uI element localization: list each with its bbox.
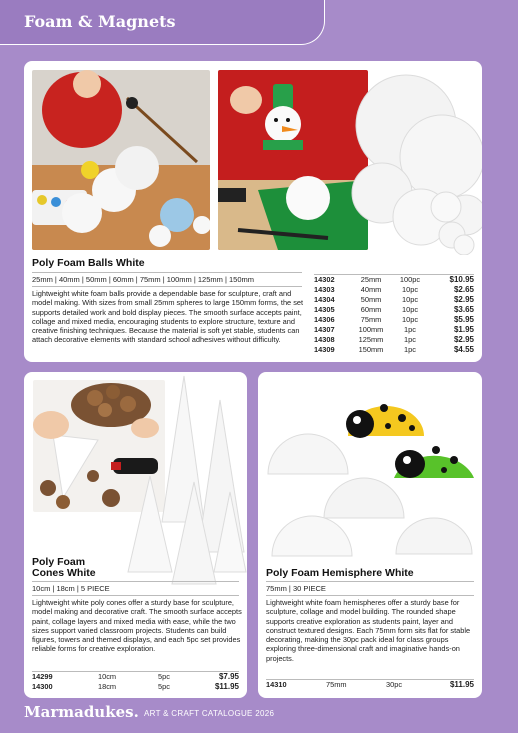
product-name-line1: Poly Foam xyxy=(32,556,86,568)
product-name: Poly Foam Hemisphere White xyxy=(266,567,414,579)
photo-child-painting-balls xyxy=(32,70,210,250)
product-card-foam-hemispheres xyxy=(258,372,482,698)
table-row: 14299 10cm 5pc $7.95 xyxy=(32,672,239,682)
photo-foam-cones xyxy=(122,372,247,590)
section-header xyxy=(0,0,325,45)
price-table xyxy=(32,671,239,692)
brand-logo: Marmadukes. xyxy=(24,703,139,721)
price-table xyxy=(314,274,474,355)
table-row: 14308 125mm 1pc $2.95 xyxy=(314,335,474,344)
product-description: Lightweight white foam hemispheres offer a sturdy base for sculpture, collage and model building. The rounded shape supports creative exploration as students paint, layer and construct textured designs. Each 75mm form sits flat for stable decorating, making the 30pc pack ideal for class groups exploring three-dimensional craft and imaginative hands-on projects. xyxy=(266,598,471,663)
table-row: 14309 150mm 1pc $4.55 xyxy=(314,345,474,354)
table-row: 14303 40mm 10pc $2.65 xyxy=(314,285,474,294)
table-row: 14306 75mm 10pc $5.95 xyxy=(314,315,474,324)
product-sizes: 75mm | 30 PIECE xyxy=(266,581,474,596)
table-row: 14305 60mm 10pc $3.65 xyxy=(314,305,474,314)
table-row: 14302 25mm 100pc $10.95 xyxy=(314,275,474,285)
section-title: Foam & Magnets xyxy=(24,12,176,31)
product-sizes: 10cm | 18cm | 5 PIECE xyxy=(32,581,239,596)
catalogue-tagline: ART & CRAFT CATALOGUE 2026 xyxy=(144,709,275,718)
table-row: 14310 75mm 30pc $11.95 xyxy=(266,680,474,690)
product-sizes: 25mm | 40mm | 50mm | 60mm | 75mm | 100mm | 125mm | 150mm xyxy=(32,272,302,287)
table-row: 14300 18cm 5pc $11.95 xyxy=(32,682,239,691)
product-card-foam-balls xyxy=(24,61,482,362)
product-card-foam-cones xyxy=(24,372,247,698)
table-row: 14304 50mm 10pc $2.95 xyxy=(314,295,474,304)
price-table xyxy=(266,679,474,690)
product-description: Lightweight white foam balls provide a dependable base for sculpture, craft and model making. With sizes from small 25mm spheres to large 150mm forms, the set supports detailed work and bold display pieces. The smooth surface accepts paint, collage and mixed media, encouraging students to explore structure, texture and creative finishing techniques. Because the material is soft yet stable, students can attach decorative elements with standard school adhesives without difficulty. xyxy=(32,289,304,345)
photo-foam-balls xyxy=(344,65,482,255)
product-description: Lightweight white poly cones offer a sturdy base for sculpture, model making and decorative craft. The smooth surface accepts paint, collage layers and mixed media with ease, while the two sizes support varied classroom projects. Students can build figures, towers and themed displays, and each 5pc set provides reliable forms for creative exploration. xyxy=(32,598,242,654)
product-name-line2: Cones White xyxy=(32,567,96,579)
product-name: Poly Foam Balls White xyxy=(32,257,145,269)
photo-hemispheres-ladybugs xyxy=(264,378,476,563)
table-row: 14307 100mm 1pc $1.95 xyxy=(314,325,474,334)
